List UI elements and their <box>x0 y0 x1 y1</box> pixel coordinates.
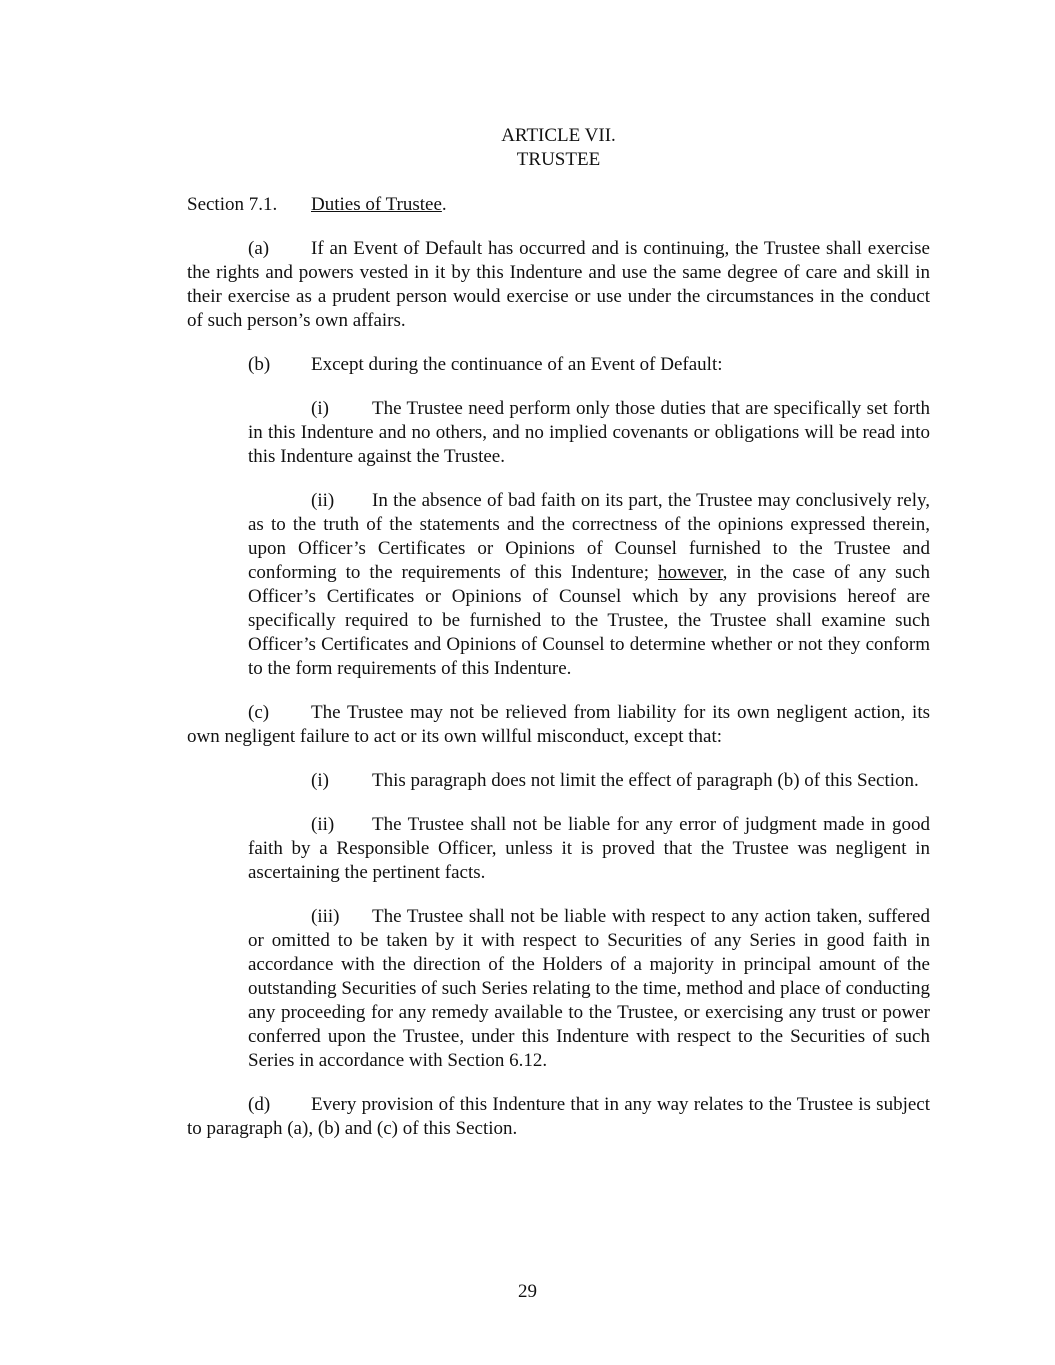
paragraph-b-ii-text-before: In the absence of bad faith on its part, the Trustee may conclusively rely, as to the truth of the statements and the correctness of the opinions expressed therein, upon Officer’s Certificates or Opinions of Counsel furnished to the Trustee and conforming to the requirements of this Indenture; <box>248 490 930 583</box>
paragraph-c-iii-text: The Trustee shall not be liable with respect to any action taken, suffered or omitted to be taken by it with respect to Securities of any Series in good faith in accordance with the direction of the Holders of a majority in principal amount of the outstanding Securities of such Series relating to the time, method and place of conducting any proceeding for any remedy available to the Trustee, or exercising any trust or power conferred upon the Trustee, under this Indenture with respect to the Securities of such Series in accordance with Section 6.12. <box>248 906 930 1071</box>
paragraph-c <box>187 701 930 749</box>
paragraph-c-i-text: This paragraph does not limit the effect of paragraph (b) of this Section. <box>372 770 919 791</box>
paragraph-b-text: Except during the continuance of an Event of Default: <box>311 354 723 375</box>
paragraph-c-ii-text: The Trustee shall not be liable for any error of judgment made in good faith by a Responsible Officer, unless it is proved that the Trustee was negligent in ascertaining the pertinent facts. <box>248 814 930 883</box>
paragraph-b-i-label: (i) <box>311 398 329 419</box>
paragraph-b-i-text: The Trustee need perform only those duties that are specifically set forth in this Indenture and no others, and no implied covenants or obligations will be read into this Indenture against the Trustee. <box>248 398 930 467</box>
paragraph-c-label: (c) <box>248 702 270 723</box>
paragraph-b-ii-label: (ii) <box>311 490 335 511</box>
section-heading <box>187 193 930 217</box>
paragraph-b-ii-text-after: , in the case of any such Officer’s Certificates or Opinions of Counsel which by any provisions hereof are specifically required to be furnished to the Trustee, the Trustee shall examine such Officer’s Certificates and Opinions of Counsel to determine whether or not they conform to the form requirements of this Indenture. <box>248 562 931 679</box>
paragraph-a-text: If an Event of Default has occurred and is continuing, the Trustee shall exercise the rights and powers vested in it by this Indenture and use the same degree of care and skill in their exercise as a prudent person would exercise or use under the circumstances in the conduct of such person’s own affairs. <box>187 238 930 331</box>
article-number: ARTICLE VII. <box>501 125 616 146</box>
paragraph-b-label: (b) <box>248 354 271 375</box>
paragraph-d-label: (d) <box>248 1094 271 1115</box>
paragraph-c-iii <box>248 905 930 1073</box>
section-title-period: . <box>441 194 447 215</box>
paragraph-c-ii <box>248 813 930 885</box>
page-number: 29 <box>518 1281 537 1302</box>
paragraph-c-text: The Trustee may not be relieved from liability for its own negligent action, its own negligent failure to act or its own willful misconduct, except that: <box>187 702 930 747</box>
document-page <box>187 124 930 1141</box>
paragraph-b-ii-underlined-however: however <box>658 562 723 583</box>
section-number: Section 7.1. <box>187 194 278 215</box>
paragraph-c-iii-label: (iii) <box>311 906 340 927</box>
paragraph-c-ii-label: (ii) <box>311 814 335 835</box>
paragraph-d <box>187 1093 930 1141</box>
paragraph-b-ii <box>248 489 930 681</box>
paragraph-d-text: Every provision of this Indenture that in any way relates to the Trustee is subject to paragraph (a), (b) and (c) of this Section. <box>187 1094 930 1139</box>
paragraph-a <box>187 237 930 333</box>
paragraph-c-i-label: (i) <box>311 770 329 791</box>
paragraph-a-label: (a) <box>248 238 270 259</box>
paragraph-c-i <box>248 769 930 793</box>
paragraph-b <box>187 353 930 377</box>
paragraph-b-i <box>248 397 930 469</box>
section-title: Duties of Trustee <box>311 194 442 215</box>
article-title: TRUSTEE <box>516 149 601 170</box>
